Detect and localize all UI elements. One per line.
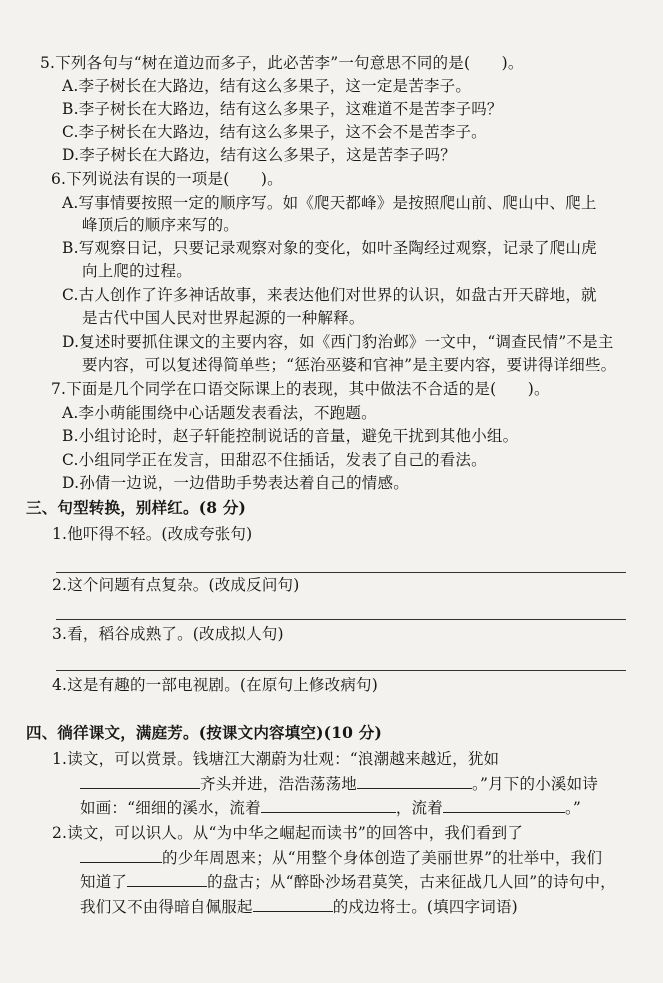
s4-q2-line1: 2.读文，可以识人。从“为中华之崛起而读书”的回答中，我们看到了 (52, 824, 524, 842)
q5-option-c: C.李子树长在大路边，结有这么多果子，这不会不是苦李子。 (62, 123, 487, 141)
q7-stem: 7.下面是几个同学在口语交际课上的表现，其中做法不合适的是( )。 (51, 380, 550, 398)
s3-answer-line-2[interactable] (56, 619, 626, 620)
q5-option-b: B.李子树长在大路边，结有这么多果子，这难道不是苦李子吗？ (62, 100, 503, 118)
s4-q2-line4: 我们又不由得暗自佩服起 的戍边将士。(填四字词语) (80, 895, 518, 918)
s3-item-1: 1.他吓得不轻。(改成夸张句) (52, 525, 253, 543)
s3-item-4: 4.这是有趣的一部电视剧。(在原句上修改病句) (52, 676, 378, 694)
q6-stem: 6.下列说法有误的一项是( )。 (51, 170, 283, 188)
q6-option-a-line2: 峰顶后的顺序来写的。 (82, 216, 240, 234)
s3-item-3: 3.看，稻谷成熟了。(改成拟人句) (52, 625, 284, 643)
q7-option-c: C.小组同学正在发言，田甜忍不住插话，发表了自己的看法。 (62, 451, 487, 469)
fill-blank[interactable] (357, 772, 472, 789)
fill-blank[interactable] (261, 796, 396, 813)
s3-item-2: 2.这个问题有点复杂。(改成反问句) (52, 576, 300, 594)
q6-option-c-line2: 是古代中国人民对世界起源的一种解释。 (82, 309, 365, 327)
s4-q2-line3: 知道了 的盘古；从“醉卧沙场君莫笑，古来征战几人回”的诗句中， (80, 870, 616, 893)
fill-blank[interactable] (80, 772, 200, 789)
q6-option-d-line1: D.复述时要抓住课文的主要内容，如《西门豹治邺》一文中，“调查民情”不是主 (62, 333, 614, 351)
s3-answer-line-3[interactable] (56, 670, 626, 671)
q6-option-b-line2: 向上爬的过程。 (82, 262, 192, 280)
s4-q1-line3: 如画：“细细的溪水，流着 ，流着 。” (80, 796, 581, 819)
section3-title: 三、句型转换，别样红。(8 分) (26, 498, 247, 517)
q6-option-c-line1: C.古人创作了许多神话故事，来表达他们对世界的认识，如盘古开天辟地，就 (62, 286, 597, 304)
s4-q1-line2: 齐头并进，浩浩荡荡地 。”月下的小溪如诗 (80, 772, 598, 795)
fill-blank[interactable] (443, 796, 565, 813)
section4-title: 四、徜徉课文，满庭芳。(按课文内容填空)(10 分) (26, 723, 383, 742)
fill-blank[interactable] (127, 870, 207, 887)
s4-q2-line2: 的少年周恩来；从“用整个身体创造了美丽世界”的壮举中，我们 (80, 846, 602, 869)
fill-blank[interactable] (80, 846, 162, 863)
s4-q1-line1: 1.读文，可以赏景。钱塘江大潮蔚为壮观：“浪潮越来越近，犹如 (52, 750, 500, 768)
q7-option-a: A.李小萌能围绕中心话题发表看法，不跑题。 (62, 404, 377, 422)
q5-option-a: A.李子树长在大路边，结有这么多果子，这一定是苦李子。 (62, 77, 472, 95)
q5-option-d: D.李子树长在大路边，结有这么多果子，这是苦李子吗？ (62, 146, 457, 164)
q6-option-b-line1: B.写观察日记，只要记录观察对象的变化，如叶圣陶经过观察，记录了爬山虎 (62, 239, 597, 257)
q7-option-b: B.小组讨论时，赵子轩能控制说话的音量，避免干扰到其他小组。 (62, 427, 519, 445)
s3-answer-line-1[interactable] (56, 572, 626, 573)
q7-option-d: D.孙倩一边说，一边借助手势表达着自己的情感。 (62, 474, 409, 492)
q6-option-a-line1: A.写事情要按照一定的顺序写。如《爬天都峰》是按照爬山前、爬山中、爬上 (62, 194, 597, 212)
q6-option-d-line2: 要内容，可以复述得简单些；“惩治巫婆和官神”是主要内容，要讲得详细些。 (82, 356, 617, 374)
q5-stem: 5.下列各句与“树在道边而多子，此必苦李”一句意思不同的是( )。 (40, 54, 524, 72)
fill-blank[interactable] (253, 895, 333, 912)
